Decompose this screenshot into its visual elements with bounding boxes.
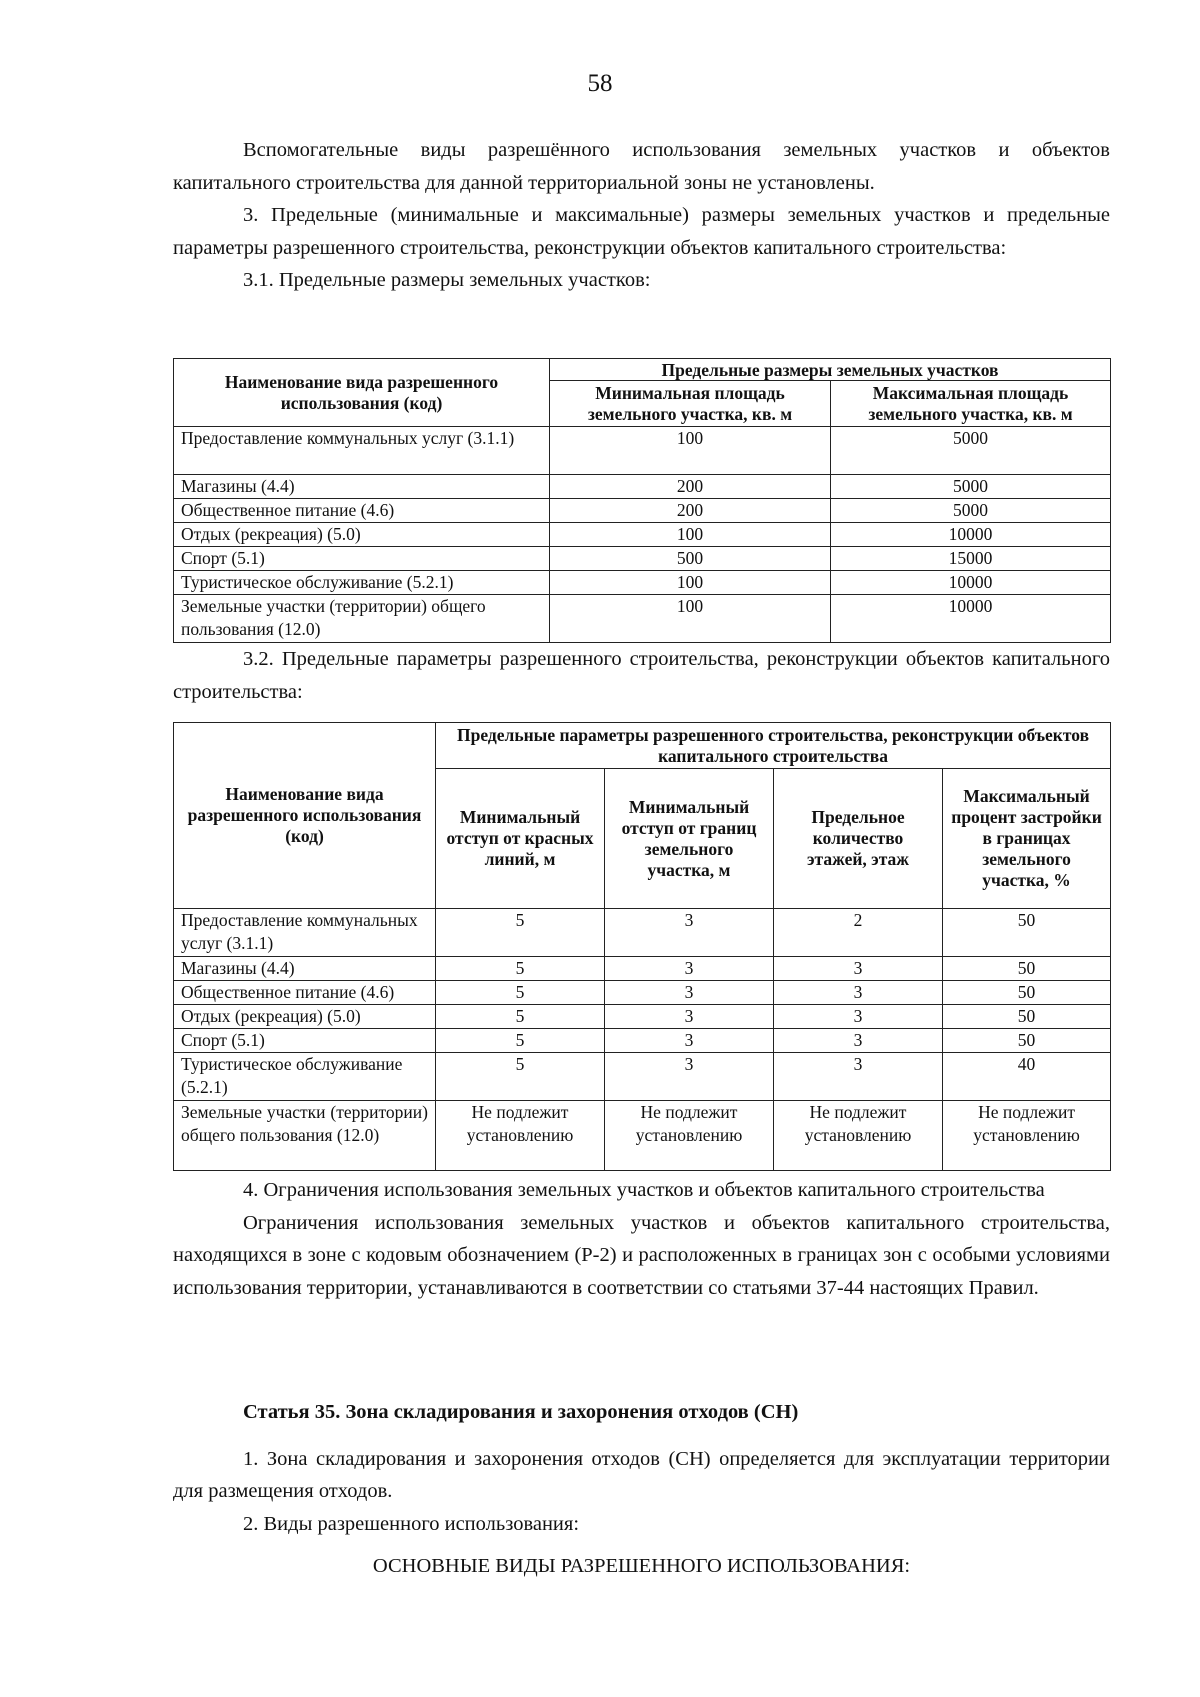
table1-header-name: Наименование вида разрешенного использования (код) <box>174 359 550 427</box>
table1-cell-name: Магазины (4.4) <box>174 475 550 499</box>
table2-cell-name: Предоставление коммунальных услуг (3.1.1) <box>174 909 436 957</box>
main-uses-heading: ОСНОВНЫЕ ВИДЫ РАЗРЕШЕННОГО ИСПОЛЬЗОВАНИЯ: <box>372 1555 911 1577</box>
table1-cell-max: 10000 <box>831 571 1111 595</box>
construction-params-table <box>173 722 1111 1171</box>
table1-cell-max: 5000 <box>831 427 1111 475</box>
table1-cell-min: 100 <box>550 523 831 547</box>
table1-cell-max: 5000 <box>831 499 1111 523</box>
table2-cell-floors: 3 <box>774 1053 943 1101</box>
table2-cell-coverage: 50 <box>943 957 1111 981</box>
table1-cell-max: 5000 <box>831 475 1111 499</box>
subsection-3-2: 3.2. Предельные параметры разрешенного строительства, реконструкции объектов капитального строительства: <box>173 648 1110 703</box>
table1-cell-min: 100 <box>550 571 831 595</box>
table-row <box>174 1101 1111 1171</box>
table2-cell-bounds: 3 <box>605 981 774 1005</box>
table-row <box>174 427 1111 475</box>
limits-intro-paragraph: 3. Предельные (минимальные и максимальные) размеры земельных участков и предельные параметры разрешенного строительства, реконструкции объектов капитального строительства: <box>173 204 1110 259</box>
table1-header-group: Предельные размеры земельных участков <box>550 359 1111 381</box>
table2-cell-bounds: 3 <box>605 909 774 957</box>
article-35-section <box>173 1396 1110 1583</box>
page-number: 58 <box>587 70 613 97</box>
table2-cell-name: Туристическое обслуживание (5.2.1) <box>174 1053 436 1101</box>
restrictions-text: Ограничения использования земельных участков и объектов капитального строительства, находящихся в зоне с кодовым обозначением (Р-2) и расположенных в границах зон с особыми условиями использования территории, устанавливаются в соответствии со статьями 37-44 настоящих Правил. <box>173 1211 1110 1299</box>
table-row <box>174 1053 1111 1101</box>
table-row <box>174 595 1111 643</box>
table1-cell-max: 10000 <box>831 595 1111 643</box>
table1-cell-name: Туристическое обслуживание (5.2.1) <box>174 571 550 595</box>
table2-cell-red: 5 <box>436 909 605 957</box>
table2-cell-coverage: 50 <box>943 1029 1111 1053</box>
table-row <box>174 1005 1111 1029</box>
table-row <box>174 475 1111 499</box>
table2-cell-floors: 3 <box>774 1005 943 1029</box>
table2-cell-floors: 3 <box>774 957 943 981</box>
aux-uses-section <box>173 134 1110 297</box>
table2-wrapper <box>173 722 1110 1171</box>
table2-cell-floors: 2 <box>774 909 943 957</box>
table2-header-coverage: Максимальный процент застройки в границах земельного участка, % <box>943 769 1111 909</box>
table2-cell-red: 5 <box>436 957 605 981</box>
table2-header-red-lines: Минимальный отступ от красных линий, м <box>436 769 605 909</box>
article-heading: Статья 35. Зона складирования и захоронения отходов (СН) <box>243 1401 799 1423</box>
table-row <box>174 523 1111 547</box>
table2-cell-coverage: 50 <box>943 1005 1111 1029</box>
table2-cell-bounds: 3 <box>605 1029 774 1053</box>
table-row <box>174 547 1111 571</box>
table1-cell-min: 200 <box>550 475 831 499</box>
table2-cell-name: Земельные участки (территории) общего пользования (12.0) <box>174 1101 436 1171</box>
subsection-3-1: 3.1. Предельные размеры земельных участков: <box>243 269 651 291</box>
table1-header-max: Максимальная площадь земельного участка, кв. м <box>831 381 1111 427</box>
table-row <box>174 981 1111 1005</box>
table1-cell-max: 10000 <box>831 523 1111 547</box>
table2-cell-floors: Не подлежит установлению <box>774 1101 943 1171</box>
table2-cell-coverage: 50 <box>943 909 1111 957</box>
table-row <box>174 957 1111 981</box>
table-row <box>174 571 1111 595</box>
table1-cell-name: Земельные участки (территории) общего пользования (12.0) <box>174 595 550 643</box>
table2-header-plot-bounds: Минимальный отступ от границ земельного участка, м <box>605 769 774 909</box>
table2-cell-red: Не подлежит установлению <box>436 1101 605 1171</box>
table2-cell-red: 5 <box>436 1005 605 1029</box>
table2-cell-coverage: 40 <box>943 1053 1111 1101</box>
table2-header-floors: Предельное количество этажей, этаж <box>774 769 943 909</box>
plot-size-table <box>173 358 1111 643</box>
table2-cell-bounds: Не подлежит установлению <box>605 1101 774 1171</box>
restrictions-section <box>173 1174 1110 1304</box>
table2-cell-red: 5 <box>436 1029 605 1053</box>
table2-cell-floors: 3 <box>774 1029 943 1053</box>
table2-cell-bounds: 3 <box>605 1005 774 1029</box>
table2-cell-name: Спорт (5.1) <box>174 1029 436 1053</box>
table2-header-group: Предельные параметры разрешенного строительства, реконструкции объектов капитального строительства <box>436 723 1111 769</box>
table1-cell-name: Спорт (5.1) <box>174 547 550 571</box>
table2-cell-name: Отдых (рекреация) (5.0) <box>174 1005 436 1029</box>
table-row <box>174 499 1111 523</box>
article-paragraph-2: 2. Виды разрешенного использования: <box>243 1512 580 1535</box>
table1-cell-name: Предоставление коммунальных услуг (3.1.1) <box>174 427 550 475</box>
table1-cell-name: Отдых (рекреация) (5.0) <box>174 523 550 547</box>
table2-cell-red: 5 <box>436 1053 605 1101</box>
table2-header-name: Наименование вида разрешенного использования (код) <box>174 723 436 909</box>
table2-cell-name: Магазины (4.4) <box>174 957 436 981</box>
table1-wrapper <box>173 358 1110 643</box>
table1-cell-min: 200 <box>550 499 831 523</box>
table1-cell-name: Общественное питание (4.6) <box>174 499 550 523</box>
table-row <box>174 1029 1111 1053</box>
table1-header-min: Минимальная площадь земельного участка, кв. м <box>550 381 831 427</box>
article-paragraph-1: 1. Зона складирования и захоронения отходов (СН) определяется для эксплуатации территории для размещения отходов. <box>173 1447 1110 1502</box>
restrictions-title: 4. Ограничения использования земельных участков и объектов капитального строительства <box>243 1179 1045 1201</box>
table2-cell-bounds: 3 <box>605 957 774 981</box>
table2-cell-coverage: Не подлежит установлению <box>943 1101 1111 1171</box>
table2-cell-coverage: 50 <box>943 981 1111 1005</box>
subsection-3-2-wrapper <box>173 643 1110 708</box>
table2-cell-name: Общественное питание (4.6) <box>174 981 436 1005</box>
table2-cell-floors: 3 <box>774 981 943 1005</box>
table-row <box>174 909 1111 957</box>
table2-cell-bounds: 3 <box>605 1053 774 1101</box>
aux-uses-paragraph: Вспомогательные виды разрешённого использования земельных участков и объектов капитального строительства для данной территориальной зоны не установлены. <box>173 139 1110 194</box>
table1-cell-max: 15000 <box>831 547 1111 571</box>
table1-cell-min: 100 <box>550 427 831 475</box>
table1-cell-min: 500 <box>550 547 831 571</box>
table2-cell-red: 5 <box>436 981 605 1005</box>
table1-cell-min: 100 <box>550 595 831 643</box>
